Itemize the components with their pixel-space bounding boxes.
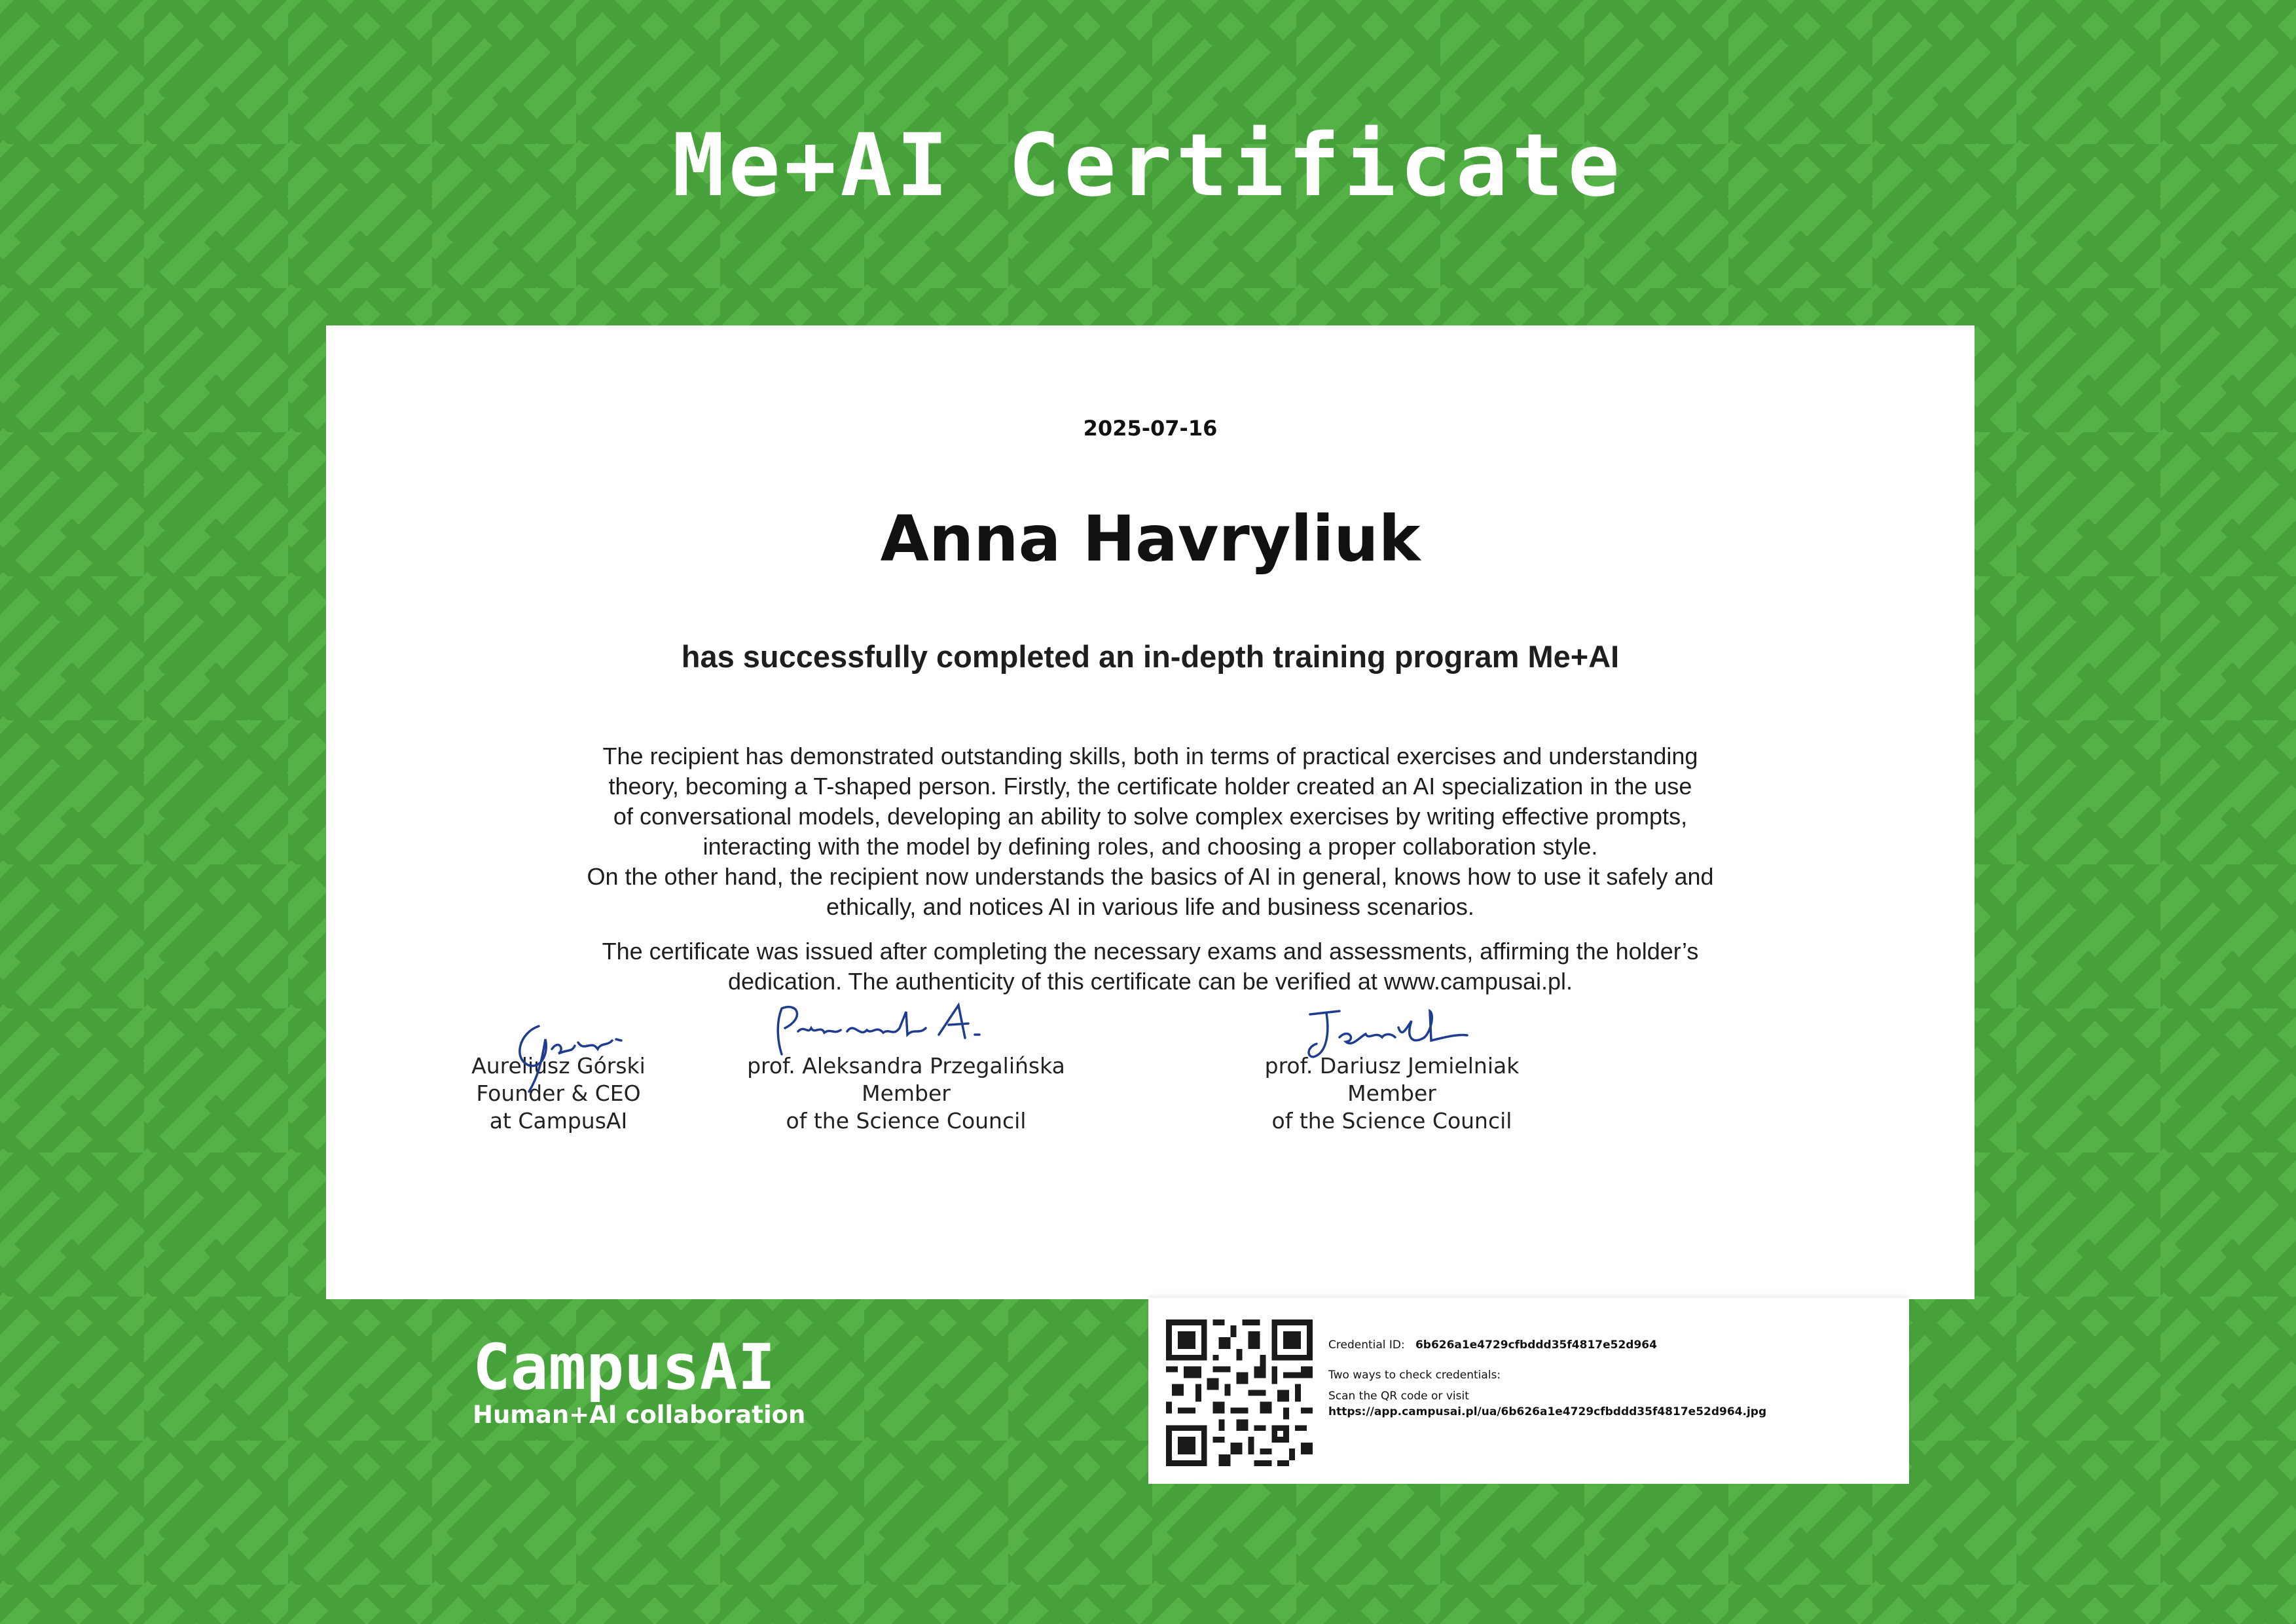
signature-przegalinska: [769, 999, 1017, 1064]
certificate-card: [326, 325, 1975, 1299]
authenticity-paragraph: [509, 936, 1791, 997]
signatory-przegalinska: [703, 1052, 1109, 1135]
description-line: theory, becoming a T-shaped person. Firstly, the certificate holder created an AI specialization in the use: [608, 773, 1692, 800]
signatory-jemielniak: [1189, 1052, 1595, 1135]
signature-gorski: [493, 1013, 637, 1098]
signatory-role: Founder & CEO: [476, 1080, 641, 1106]
description-line: ethically, and notices AI in various life and business scenarios.: [826, 893, 1474, 920]
credential-id: 6b626a1e4729cfbddd35f4817e52d964: [1415, 1338, 1657, 1352]
description-line: interacting with the model by defining roles, and choosing a proper collaboration style.: [702, 833, 1598, 860]
authenticity-line: The certificate was issued after completing the necessary exams and assessments, affirming the holder’s: [602, 938, 1699, 965]
signatory-gorski: [355, 1052, 761, 1135]
brand-tagline: Human+AI collaboration: [473, 1401, 806, 1429]
authenticity-line: dedication. The authenticity of this certificate can be verified at www.campusai.pl.: [727, 968, 1573, 995]
signatory-name: prof. Aleksandra Przegalińska: [747, 1053, 1065, 1079]
signatory-organization: of the Science Council: [1271, 1108, 1512, 1134]
description-line: On the other hand, the recipient now understands the basics of AI in general, knows how to use it safely and: [587, 863, 1714, 890]
verification-details: [1328, 1337, 1898, 1420]
credential-verification-panel: [1148, 1298, 1909, 1484]
description-line: The recipient has demonstrated outstanding skills, both in terms of practical exercises and understanding: [602, 743, 1698, 769]
qr-code-icon[interactable]: [1166, 1320, 1313, 1466]
signatory-name: prof. Dariusz Jemielniak: [1264, 1053, 1520, 1079]
campusai-logo: [473, 1331, 806, 1430]
description-line: of conversational models, developing an ability to solve complex exercises by writing effective prompts,: [613, 803, 1688, 830]
signatory-organization: of the Science Council: [786, 1108, 1027, 1134]
credential-label: Credential ID:: [1328, 1338, 1405, 1352]
signatory-role: Member: [862, 1080, 951, 1106]
completion-statement: has successfully completed an in-depth training program Me+AI: [681, 639, 1620, 674]
signatory-role: Member: [1347, 1080, 1436, 1106]
signature-jemielniak: [1300, 1001, 1470, 1067]
certificate-title: Me+AI Certificate: [672, 115, 1624, 216]
verification-instruction: Scan the QR code or visit: [1328, 1390, 1469, 1403]
check-heading: Two ways to check credentials:: [1328, 1369, 1501, 1382]
description-paragraph: [509, 741, 1791, 922]
issue-date: 2025-07-16: [1083, 416, 1218, 441]
verification-url[interactable]: https://app.campusai.pl/ua/6b626a1e4729cfbddd35f4817e52d964.jpg: [1328, 1405, 1767, 1418]
recipient-name: Anna Havryliuk: [880, 502, 1421, 576]
credential-row: [1328, 1337, 1898, 1353]
brand-name: CampusAI: [473, 1331, 776, 1404]
signatory-name: Aureliusz Górski: [471, 1053, 646, 1079]
signatory-organization: at CampusAI: [489, 1108, 628, 1134]
